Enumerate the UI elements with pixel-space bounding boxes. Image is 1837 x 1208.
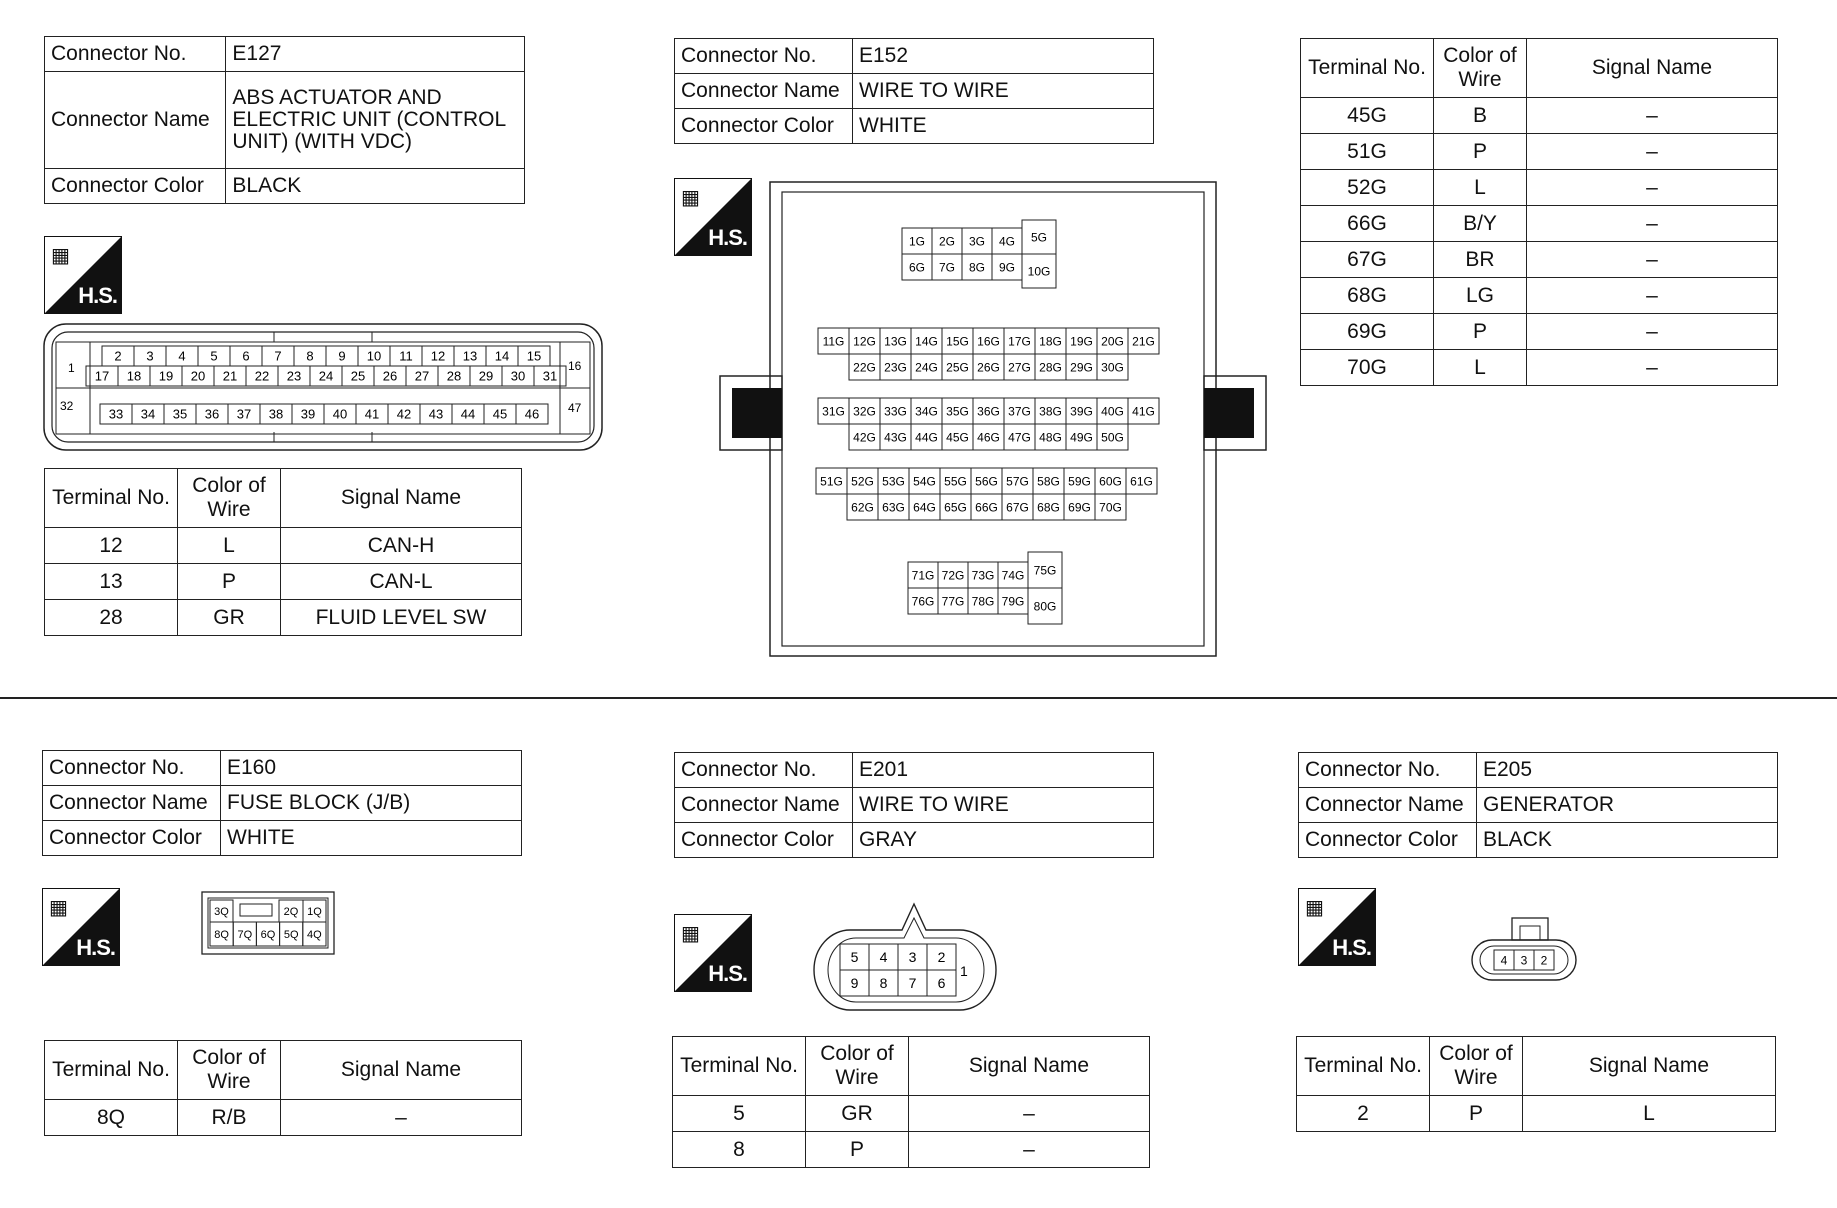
connector-name-value: GENERATOR bbox=[1477, 788, 1778, 823]
signal-cell: – bbox=[1527, 278, 1778, 314]
pin-label: 26G bbox=[977, 360, 1000, 375]
table-row bbox=[1301, 314, 1778, 350]
connector-no-label: Connector No. bbox=[675, 753, 853, 788]
connector-no-label: Connector No. bbox=[1299, 753, 1477, 788]
pin-label: 35 bbox=[172, 406, 188, 422]
pin-label: 69G bbox=[1068, 500, 1091, 515]
pin-label: 2G bbox=[938, 234, 956, 249]
e160-terminal-table bbox=[44, 1040, 522, 1136]
pin-label: 12G bbox=[853, 334, 876, 349]
signal-cell: CAN-L bbox=[281, 564, 522, 600]
e127-pin-32: 32 bbox=[60, 399, 74, 413]
terminal-cell: 5 bbox=[673, 1096, 806, 1132]
pin-label: 20G bbox=[1101, 334, 1124, 349]
signal-cell: – bbox=[1527, 170, 1778, 206]
pin-label: 4 bbox=[178, 348, 186, 364]
connector-icon: ▦ bbox=[681, 187, 700, 209]
connector-color-value: BLACK bbox=[226, 169, 525, 204]
pin-label: 54G bbox=[913, 474, 936, 489]
wire-cell: P bbox=[178, 564, 281, 600]
connector-color-label: Connector Color bbox=[1299, 823, 1477, 858]
pin-label: 28G bbox=[1039, 360, 1062, 375]
signal-cell: – bbox=[1527, 134, 1778, 170]
pin-label: 11 bbox=[399, 348, 413, 364]
pin-label: 14 bbox=[494, 348, 510, 364]
table-row bbox=[1301, 134, 1778, 170]
pin-label: 57G bbox=[1006, 474, 1029, 489]
pin-label: 22 bbox=[254, 368, 270, 384]
pin-label: 39G bbox=[1070, 404, 1093, 419]
pin-label: 59G bbox=[1068, 474, 1091, 489]
table-row bbox=[45, 1100, 522, 1136]
pin-label: 63G bbox=[882, 500, 905, 515]
signal-cell: – bbox=[1527, 242, 1778, 278]
pin-label: 21 bbox=[222, 368, 238, 384]
pin-label: 4 bbox=[1500, 953, 1508, 968]
pin-label: 5G bbox=[1030, 230, 1048, 245]
pin-label: 32G bbox=[853, 404, 876, 419]
pin-label: 9 bbox=[850, 975, 859, 992]
signal-cell: – bbox=[1527, 98, 1778, 134]
pin-label: 1G bbox=[908, 234, 926, 249]
pin-label: 74G bbox=[1001, 568, 1025, 583]
pin-label: 5 bbox=[210, 348, 218, 364]
connector-color-value: WHITE bbox=[853, 109, 1154, 144]
pin-label: 30 bbox=[510, 368, 526, 384]
color-of-wire-header: Color of Wire bbox=[1430, 1037, 1523, 1096]
table-row bbox=[1301, 278, 1778, 314]
hs-label: H.S. bbox=[708, 225, 747, 250]
connector-color-value: GRAY bbox=[853, 823, 1154, 858]
wire-cell: P bbox=[1434, 134, 1527, 170]
pin-label: 43 bbox=[428, 406, 444, 422]
pin-label: 66G bbox=[975, 500, 998, 515]
pin-label: 24G bbox=[915, 360, 938, 375]
connector-name-label: Connector Name bbox=[45, 72, 226, 169]
pin-label: 36G bbox=[977, 404, 1000, 419]
signal-cell: – bbox=[1527, 350, 1778, 386]
wire-cell: LG bbox=[1434, 278, 1527, 314]
terminal-no-header: Terminal No. bbox=[45, 1041, 178, 1100]
e127-pin-1: 1 bbox=[68, 361, 75, 375]
pin-label: 41 bbox=[364, 406, 380, 422]
e201-info-table bbox=[674, 752, 1154, 858]
pin-label: 73G bbox=[971, 568, 995, 583]
wire-cell: B bbox=[1434, 98, 1527, 134]
pin-label: 77G bbox=[941, 594, 965, 609]
pin-label: 4 bbox=[879, 949, 888, 966]
pin-label: 27G bbox=[1008, 360, 1031, 375]
connector-icon: ▦ bbox=[49, 897, 68, 919]
pin-label: 44G bbox=[915, 430, 938, 445]
pin-label: 56G bbox=[975, 474, 998, 489]
pin-label: 7G bbox=[938, 260, 956, 275]
hs-label: H.S. bbox=[76, 935, 115, 960]
pin-label: 1Q bbox=[307, 905, 322, 918]
wire-cell: P bbox=[1430, 1096, 1523, 1132]
pin-label: 40 bbox=[332, 406, 348, 422]
color-of-wire-header: Color of Wire bbox=[178, 469, 281, 528]
pin-label: 22G bbox=[853, 360, 876, 375]
e205-info-table bbox=[1298, 752, 1778, 858]
connector-name-value: ABS ACTUATOR AND ELECTRIC UNIT (CONTROL UNIT) (WITH VDC) bbox=[226, 72, 525, 169]
pin-label: 28 bbox=[446, 368, 462, 384]
pin-label: 7Q bbox=[237, 928, 253, 941]
pin-label: 70G bbox=[1099, 500, 1122, 515]
pin-label: 29G bbox=[1070, 360, 1093, 375]
pin-label: 3 bbox=[1520, 953, 1528, 968]
signal-cell: – bbox=[909, 1096, 1150, 1132]
terminal-no-header: Terminal No. bbox=[45, 469, 178, 528]
terminal-no-header: Terminal No. bbox=[1297, 1037, 1430, 1096]
terminal-cell: 68G bbox=[1301, 278, 1434, 314]
harness-side-badge bbox=[44, 236, 122, 314]
pin-label: 20 bbox=[190, 368, 206, 384]
pin-label: 58G bbox=[1037, 474, 1060, 489]
pin-label: 76G bbox=[911, 594, 935, 609]
pin-label: 17G bbox=[1008, 334, 1031, 349]
pin-label: 19G bbox=[1070, 334, 1093, 349]
table-row bbox=[1301, 170, 1778, 206]
e127-info-table bbox=[44, 36, 525, 204]
pin-label: 19 bbox=[158, 368, 174, 384]
pin-label: 23G bbox=[884, 360, 907, 375]
pin-label: 46 bbox=[524, 406, 540, 422]
e205-terminal-table bbox=[1296, 1036, 1776, 1132]
signal-cell: CAN-H bbox=[281, 528, 522, 564]
pin-label: 41G bbox=[1132, 404, 1155, 419]
signal-name-header: Signal Name bbox=[281, 469, 522, 528]
terminal-cell: 67G bbox=[1301, 242, 1434, 278]
pin-label: 3 bbox=[908, 949, 917, 966]
color-of-wire-header: Color of Wire bbox=[806, 1037, 909, 1096]
pin-label: 5Q bbox=[283, 928, 299, 941]
pin-label: 13G bbox=[884, 334, 907, 349]
connector-name-label: Connector Name bbox=[675, 788, 853, 823]
pin-label: 26 bbox=[382, 368, 398, 384]
connector-no-value: E201 bbox=[853, 753, 1154, 788]
pin-label: 72G bbox=[941, 568, 965, 583]
pin-label: 52G bbox=[851, 474, 874, 489]
pin-label: 18G bbox=[1039, 334, 1062, 349]
terminal-cell: 66G bbox=[1301, 206, 1434, 242]
pin-label: 64G bbox=[913, 500, 936, 515]
pin-label: 6Q bbox=[260, 928, 276, 941]
table-row bbox=[45, 600, 522, 636]
wire-cell: BR bbox=[1434, 242, 1527, 278]
pin-label: 2 bbox=[937, 949, 946, 966]
pin-label: 48G bbox=[1039, 430, 1062, 445]
harness-side-badge bbox=[1298, 888, 1376, 966]
table-row bbox=[1301, 98, 1778, 134]
pin-label: 34 bbox=[140, 406, 156, 422]
connector-no-value: E205 bbox=[1477, 753, 1778, 788]
hs-label: H.S. bbox=[708, 961, 747, 986]
terminal-cell: 51G bbox=[1301, 134, 1434, 170]
wire-cell: L bbox=[178, 528, 281, 564]
terminal-cell: 45G bbox=[1301, 98, 1434, 134]
e201-connector-diagram bbox=[810, 902, 1000, 1014]
pin-label: 9G bbox=[998, 260, 1016, 275]
wire-cell: R/B bbox=[178, 1100, 281, 1136]
table-row bbox=[45, 528, 522, 564]
wire-cell: P bbox=[1434, 314, 1527, 350]
pin-label: 71G bbox=[911, 568, 935, 583]
wire-cell: B/Y bbox=[1434, 206, 1527, 242]
pin-label: 61G bbox=[1130, 474, 1153, 489]
pin-label: 3 bbox=[146, 348, 154, 364]
signal-cell: FLUID LEVEL SW bbox=[281, 600, 522, 636]
connector-color-label: Connector Color bbox=[45, 169, 226, 204]
terminal-cell: 12 bbox=[45, 528, 178, 564]
pin-label: 34G bbox=[915, 404, 938, 419]
pin-label: 8 bbox=[879, 975, 888, 992]
e160-info-table bbox=[42, 750, 522, 856]
e127-connector-diagram bbox=[42, 320, 604, 454]
pin-label: 6 bbox=[937, 975, 946, 992]
pin-label: 43G bbox=[884, 430, 907, 445]
pin-label: 11G bbox=[822, 334, 845, 349]
pin-label: 9 bbox=[338, 348, 346, 364]
pin-label: 21G bbox=[1132, 334, 1155, 349]
pin-label: 13 bbox=[462, 348, 478, 364]
connector-icon: ▦ bbox=[1305, 897, 1324, 919]
connector-name-value: WIRE TO WIRE bbox=[853, 788, 1154, 823]
table-row bbox=[1301, 206, 1778, 242]
e127-pin-16: 16 bbox=[568, 359, 582, 373]
wire-cell: P bbox=[806, 1132, 909, 1168]
table-row bbox=[45, 564, 522, 600]
pin-label: 42G bbox=[853, 430, 876, 445]
pin-label: 24 bbox=[318, 368, 334, 384]
e127-pin-47: 47 bbox=[568, 401, 582, 415]
pin-label: 45G bbox=[946, 430, 969, 445]
connector-icon: ▦ bbox=[681, 923, 700, 945]
pin-label: 47G bbox=[1008, 430, 1031, 445]
pin-label: 33 bbox=[108, 406, 124, 422]
harness-side-badge bbox=[42, 888, 120, 966]
pin-label: 7 bbox=[274, 348, 282, 364]
signal-name-header: Signal Name bbox=[1527, 39, 1778, 98]
pin-label: 17 bbox=[94, 368, 110, 384]
connector-name-label: Connector Name bbox=[43, 786, 221, 821]
connector-color-label: Connector Color bbox=[675, 109, 853, 144]
hs-label: H.S. bbox=[1332, 935, 1371, 960]
terminal-cell: 8Q bbox=[45, 1100, 178, 1136]
signal-cell: – bbox=[1527, 206, 1778, 242]
pin-label: 40G bbox=[1101, 404, 1124, 419]
terminal-no-header: Terminal No. bbox=[1301, 39, 1434, 98]
pin-label: 31G bbox=[822, 404, 845, 419]
pin-label: 42 bbox=[396, 406, 412, 422]
pin-label: 39 bbox=[300, 406, 316, 422]
e205-connector-diagram bbox=[1468, 916, 1580, 984]
pin-label: 15 bbox=[526, 348, 542, 364]
e201-pin-1: 1 bbox=[960, 963, 968, 979]
pin-label: 8G bbox=[968, 260, 986, 275]
harness-side-badge bbox=[674, 914, 752, 992]
e127-terminal-table bbox=[44, 468, 522, 636]
e152-info-table bbox=[674, 38, 1154, 144]
pin-label: 25 bbox=[350, 368, 366, 384]
color-of-wire-header: Color of Wire bbox=[178, 1041, 281, 1100]
terminal-cell: 8 bbox=[673, 1132, 806, 1168]
connector-name-value: WIRE TO WIRE bbox=[853, 74, 1154, 109]
table-row bbox=[673, 1096, 1150, 1132]
pin-label: 55G bbox=[944, 474, 967, 489]
pin-label: 37G bbox=[1008, 404, 1031, 419]
pin-label: 3Q bbox=[214, 905, 229, 918]
key-slot bbox=[240, 904, 272, 916]
e152-terminal-table bbox=[1300, 38, 1778, 386]
pin-label: 30G bbox=[1101, 360, 1124, 375]
terminal-cell: 28 bbox=[45, 600, 178, 636]
pin-label: 2Q bbox=[283, 905, 299, 918]
connector-color-label: Connector Color bbox=[675, 823, 853, 858]
table-row bbox=[1301, 242, 1778, 278]
terminal-cell: 69G bbox=[1301, 314, 1434, 350]
pin-label: 38 bbox=[268, 406, 284, 422]
pin-label: 25G bbox=[946, 360, 969, 375]
pin-label: 5 bbox=[850, 949, 859, 966]
terminal-cell: 2 bbox=[1297, 1096, 1430, 1132]
table-row bbox=[1301, 350, 1778, 386]
connector-no-value: E160 bbox=[221, 751, 522, 786]
connector-name-label: Connector Name bbox=[1299, 788, 1477, 823]
pin-label: 27 bbox=[414, 368, 430, 384]
color-of-wire-header: Color of Wire bbox=[1434, 39, 1527, 98]
connector-color-value: BLACK bbox=[1477, 823, 1778, 858]
pin-label: 35G bbox=[946, 404, 969, 419]
pin-label: 10G bbox=[1027, 264, 1051, 279]
wire-cell: GR bbox=[806, 1096, 909, 1132]
signal-name-header: Signal Name bbox=[909, 1037, 1150, 1096]
pin-label: 31 bbox=[542, 368, 558, 384]
pin-label: 23 bbox=[286, 368, 302, 384]
pin-label: 37 bbox=[236, 406, 252, 422]
pin-label: 62G bbox=[851, 500, 874, 515]
signal-cell: – bbox=[281, 1100, 522, 1136]
terminal-no-header: Terminal No. bbox=[673, 1037, 806, 1096]
terminal-cell: 70G bbox=[1301, 350, 1434, 386]
pin-label: 36 bbox=[204, 406, 220, 422]
wire-cell: L bbox=[1434, 350, 1527, 386]
terminal-cell: 13 bbox=[45, 564, 178, 600]
pin-label: 18 bbox=[126, 368, 142, 384]
pin-label: 6G bbox=[908, 260, 926, 275]
hs-label: H.S. bbox=[78, 283, 117, 308]
pin-label: 4G bbox=[998, 234, 1016, 249]
pin-label: 53G bbox=[882, 474, 905, 489]
pin-label: 78G bbox=[971, 594, 995, 609]
connector-color-value: WHITE bbox=[221, 821, 522, 856]
pin-label: 15G bbox=[946, 334, 969, 349]
connector-no-label: Connector No. bbox=[43, 751, 221, 786]
table-row bbox=[1297, 1096, 1776, 1132]
pin-label: 14G bbox=[915, 334, 938, 349]
connector-no-label: Connector No. bbox=[45, 37, 226, 72]
pin-label: 3G bbox=[968, 234, 986, 249]
terminal-cell: 52G bbox=[1301, 170, 1434, 206]
connector-no-label: Connector No. bbox=[675, 39, 853, 74]
pin-label: 16G bbox=[977, 334, 1000, 349]
pin-label: 79G bbox=[1001, 594, 1025, 609]
pin-label: 68G bbox=[1037, 500, 1060, 515]
pin-label: 60G bbox=[1099, 474, 1122, 489]
signal-name-header: Signal Name bbox=[1523, 1037, 1776, 1096]
pin-label: 67G bbox=[1006, 500, 1029, 515]
e160-connector-diagram bbox=[200, 890, 336, 956]
pin-label: 46G bbox=[977, 430, 1000, 445]
connector-name-value: FUSE BLOCK (J/B) bbox=[221, 786, 522, 821]
pin-label: 29 bbox=[478, 368, 494, 384]
pin-label: 51G bbox=[820, 474, 843, 489]
pin-label: 33G bbox=[884, 404, 907, 419]
connector-no-value: E152 bbox=[853, 39, 1154, 74]
pin-label: 7 bbox=[908, 975, 917, 992]
connector-icon: ▦ bbox=[51, 245, 70, 267]
pin-label: 2 bbox=[114, 348, 122, 364]
pin-label: 4Q bbox=[307, 928, 322, 941]
signal-cell: – bbox=[1527, 314, 1778, 350]
pin-label: 12 bbox=[430, 348, 446, 364]
signal-cell: – bbox=[909, 1132, 1150, 1168]
pin-label: 65G bbox=[944, 500, 967, 515]
wire-cell: L bbox=[1434, 170, 1527, 206]
table-row bbox=[673, 1132, 1150, 1168]
signal-cell: L bbox=[1523, 1096, 1776, 1132]
connector-no-value: E127 bbox=[226, 37, 525, 72]
pin-label: 8Q bbox=[214, 928, 229, 941]
connector-color-label: Connector Color bbox=[43, 821, 221, 856]
pin-label: 75G bbox=[1033, 563, 1057, 578]
e201-terminal-table bbox=[672, 1036, 1150, 1168]
wire-cell: GR bbox=[178, 600, 281, 636]
pin-label: 8 bbox=[306, 348, 314, 364]
signal-name-header: Signal Name bbox=[281, 1041, 522, 1100]
pin-label: 44 bbox=[460, 406, 476, 422]
connector-name-label: Connector Name bbox=[675, 74, 853, 109]
section-divider bbox=[0, 697, 1837, 699]
pin-label: 10 bbox=[366, 348, 382, 364]
pin-label: 80G bbox=[1033, 599, 1057, 614]
pin-label: 50G bbox=[1101, 430, 1124, 445]
pin-label: 38G bbox=[1039, 404, 1062, 419]
pin-label: 2 bbox=[1540, 953, 1548, 968]
pin-label: 45 bbox=[492, 406, 508, 422]
pin-label: 49G bbox=[1070, 430, 1093, 445]
e152-connector-diagram bbox=[718, 180, 1268, 660]
pin-label: 6 bbox=[242, 348, 250, 364]
